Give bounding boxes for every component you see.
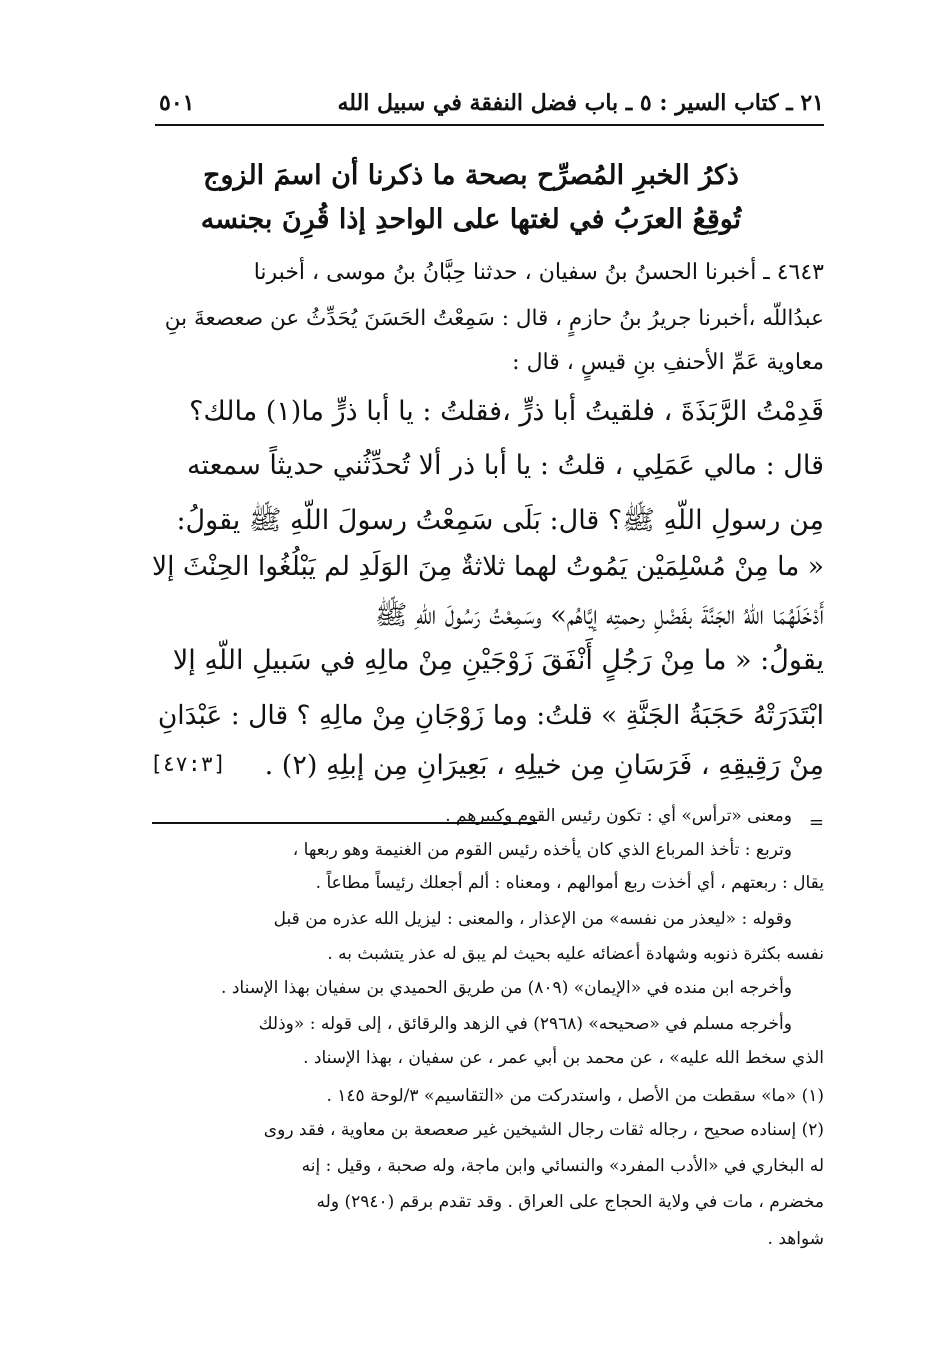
- footnote-line-7: وأخرجه مسلم في «صحيحه» (٢٩٦٨) في الزهد والرقائق ، إلى قوله : «وذلك: [258, 1014, 792, 1034]
- footnote-line-4: وقوله : «ليعذر من نفسه» من الإعذار ، والمعنى : ليزيل الله عذره من قبل: [273, 909, 792, 929]
- matn-line-2: قال : مالي عَمَلِي ، قلتُ : يا أبا ذر ألا تُحدِّثُني حديثاً سمعته: [186, 450, 824, 481]
- footnote-line-5: نفسه بكثرة ذنوبه وشهادة أعضائه عليه بحيث لم يبق له عذر يتشبث به .: [327, 944, 824, 964]
- matn-line-4: « ما مِنْ مُسْلِمَيْن يَمُوتُ لهما ثلاثةٌ مِنَ الوَلَدِ لم يَبْلُغُوا الحِنْثَ إلا: [151, 551, 824, 582]
- isnad-line-3: معاوية عَمِّ الأحنفِ بنِ قيسٍ ، قال :: [512, 350, 824, 375]
- footnote-line-1: ومعنى «ترأس» أي : تكون رئيس القوم وكبيرهم .: [445, 806, 792, 826]
- isnad-line-1: ٤٦٤٣ ـ أخبرنا الحسنُ بنُ سفيان ، حدثنا حِبَّانُ بنُ موسى ، أخبرنا: [253, 260, 824, 285]
- section-heading-line-2: تُوقِعُ العرَبُ في لغتها على الواحدِ إذا قُرِنَ بجنسه: [200, 204, 742, 235]
- page-number: ٥٠١: [159, 90, 195, 116]
- matn-line-6: يقولُ: « ما مِنْ رَجُلٍ أَنْفَقَ زَوْجَيْنِ مِنْ مالِهِ في سَبيلِ اللّهِ إلا: [172, 645, 824, 676]
- running-header: [155, 88, 824, 126]
- footnote-line-8: الذي سخط الله عليه» ، عن محمد بن أبي عمر ، عن سفيان ، بهذا الإسناد .: [303, 1048, 824, 1068]
- matn-line-7: ابْتَدَرَتْهُ حَجَبَةُ الجَنَّةِ » قلتُ: وما زَوْجَانِ مِنْ مالِهِ ؟ قال : عَبْدَانِ: [157, 700, 824, 731]
- isnad-line-2: عبدُاللّه ،أخبرنا جريرُ بنُ حازمٍ ، قال : سَمِعْتُ الحَسَنَ يُحَدِّثُ عن صعصعةَ بنِ: [164, 306, 824, 331]
- footnote-1: (١) «ما» سقطت من الأصل ، واستدركت من «التقاسيم» ٣/لوحة ١٤٥ .: [326, 1086, 824, 1106]
- footnote-line-6: وأخرجه ابن منده في «الإيمان» (٨٠٩) من طريق الحميدي بن سفيان بهذا الإسناد .: [221, 978, 792, 998]
- footnote-continuation-marker: =: [808, 812, 824, 833]
- footnote-2-line-4: شواهد .: [767, 1229, 824, 1249]
- chapter-title: ٢١ ـ كتاب السير : ٥ ـ باب فضل النفقة في سبيل الله: [337, 90, 824, 116]
- hadith-reference: [٤٧:٣]: [150, 752, 226, 776]
- footnote-2-line-3: مخضرم ، مات في ولاية الحجاج على العراق . وقد تقدم برقم (٢٩٤٠) وله: [316, 1192, 824, 1212]
- footnote-2-line-1: (٢) إسناده صحيح ، رجاله ثقات رجال الشيخين غير صعصعة بن معاوية ، فقد روى: [263, 1120, 824, 1140]
- matn-line-1: قَدِمْتُ الرَّبَذَةَ ، فلقيتُ أبا ذرٍّ ،فقلتُ : يا أبا ذرٍّ ما(١) مالك؟: [189, 396, 824, 427]
- section-heading-line-1: ذكرُ الخبرِ المُصرِّح بصحة ما ذكرنا أن اسمَ الزوج: [203, 160, 739, 191]
- footnote-2-line-2: له البخاري في «الأدب المفرد» والنسائي وابن ماجة، وله صحبة ، وقيل : إنه: [301, 1156, 824, 1176]
- matn-line-5: أَدْخَلَهُمَا اللّهُ الجَنَّةَ بفَضْلِ رحمتِه إيَّاهُم» وسَمِعْتُ رَسُولَ اللّهِ ﷺ: [374, 600, 824, 631]
- footnote-line-3: يقال : ربعتهم ، أي أخذت ربع أموالهم ، ومعناه : ألم أجعلك رئيساً مطاعاً .: [315, 873, 824, 893]
- matn-line-8: مِنْ رَقِيقِهِ ، فَرَسَانِ مِن خيلِهِ ، بَعِيرَانِ مِن إبلِهِ (٢) .: [264, 750, 824, 781]
- footnote-line-2: وتربع : تأخذ المرباع الذي كان يأخذه رئيس القوم من الغنيمة وهو ربعها ،: [292, 840, 792, 860]
- matn-line-3: مِن رسولِ اللّهِ ﷺ؟ قال: بَلَى سَمِعْتُ رسولَ اللّهِ ﷺ يقولُ:: [176, 505, 824, 536]
